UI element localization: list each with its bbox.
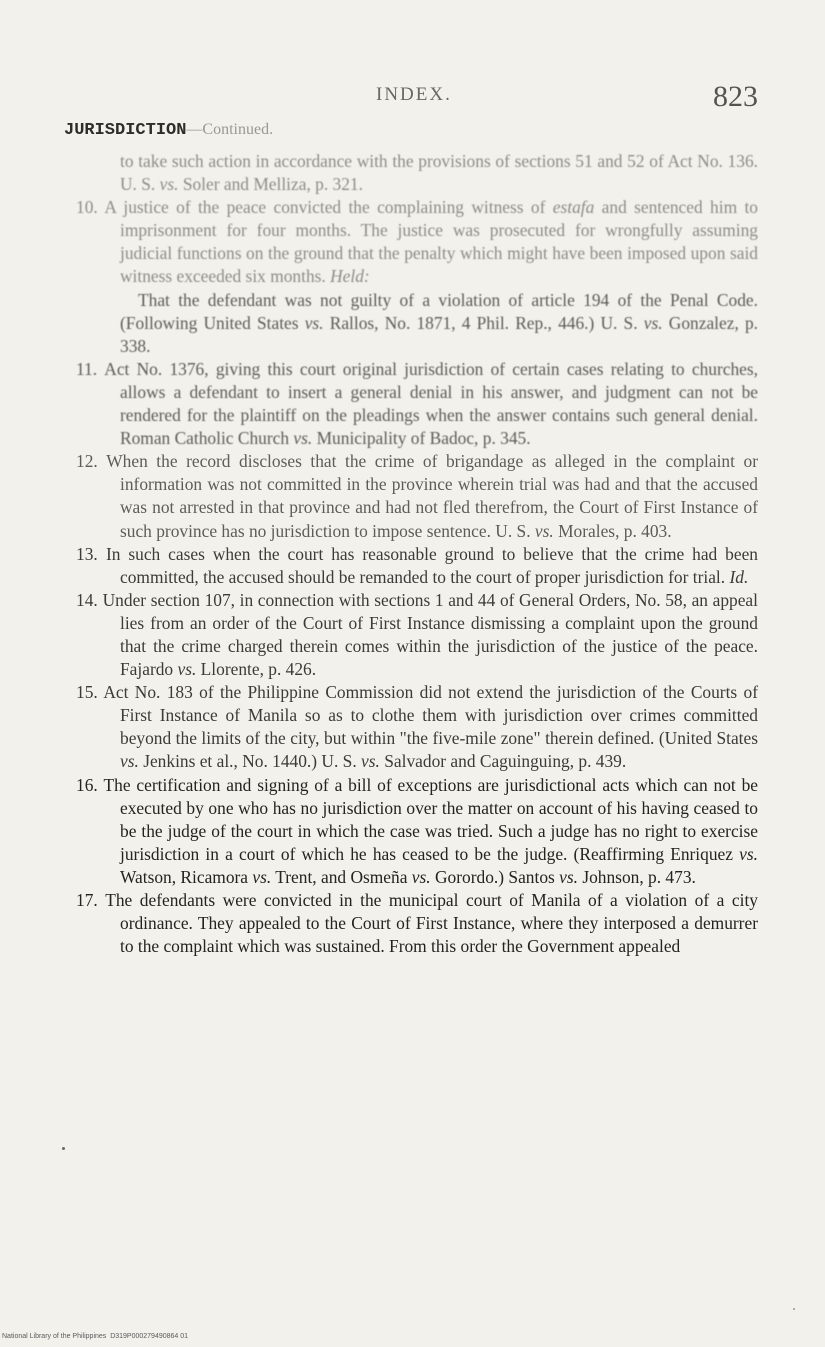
list-item <box>98 150 758 196</box>
item-text: A justice of the peace convicted the complaining witness of estafa and sentenced him to imprisonment for four months. The justice was prosecuted for wrongfully assuming judicial functions on the ground that the penalty which might have been imposed upon said witness exceeded six months. Held: <box>104 197 758 287</box>
item-text: Act No. 183 of the Philippine Commission did not extend the jurisdiction of the Courts of First Instance of Manila so as to clothe them with jurisdiction over crimes committed beyond the limits of the city, but within "the five-mile zone" therein defined. (United States vs. Jenkins et al., No. 1440.) U. S. vs. Salvador and Caguinguing, p. 439. <box>103 682 759 772</box>
running-header <box>0 80 825 124</box>
margin-mark <box>62 1147 65 1150</box>
item-text: Act No. 1376, giving this court original jurisdiction of certain cases relating to churches, allows a defendant to insert a general denial in his answer, and judgment can not be rendered for the plaintiff on the pleadings when the answer contains such general denial. Roman Catholic Church vs. Municipality of Badoc, p. 345. <box>104 358 759 449</box>
index-title: INDEX. <box>376 84 452 105</box>
item-text: In such cases when the court has reasonable ground to believe that the crime had been committed, the accused should be remanded to the court of proper jurisdiction for trial. Id. <box>105 543 758 587</box>
item-text: The defendants were convicted in the municipal court of Manila of a violation of a city ordinance. They appealed to the Court of First Instance, where they interposed a demurrer to the complaint which was sustained. From this order the Government appealed <box>105 890 758 957</box>
page-number: 823 <box>713 80 758 113</box>
list-item: 10. A justice of the peace convicted the complaining witness of estafa and sentenced him to imprisonment for four months. The justice was prosecuted for wrongfully assuming judicial functions on the ground that the penalty which might have been imposed upon said witness exceeded six months. Held: <box>76 197 758 287</box>
list-item: 17. The defendants were convicted in the municipal court of Manila of a violation of a city ordinance. They appealed to the Court of First Instance, where they interposed a demurrer to the complaint which was sustained. From this order the Government appealed <box>76 890 758 957</box>
entry-continued-label: —Continued. <box>186 121 274 138</box>
item-text: When the record discloses that the crime of brigandage as alleged in the complaint or information was not committed in the province wherein trial was had and that the accused was not arrested in that province and had not fled therefrom, the Court of First Instance of such province has no jurisdiction to impose sentence. U. S. vs. Morales, p. 403. <box>106 451 758 541</box>
item-text: That the defendant was not guilty of a violation of article 194 of the Penal Code. (Following United States vs. Rallos, No. 1871, 4 Phil. Rep., 446.) U. S. vs. Gonzalez, p. 338. <box>120 289 759 356</box>
list-item: 11. Act No. 1376, giving this court original jurisdiction of certain cases relating to churches, allows a defendant to insert a general denial in his answer, and judgment can not be rendered for the plaintiff on the pleadings when the answer contains such general denial. Roman Catholic Church vs. Municipality of Badoc, p. 345. <box>76 358 759 449</box>
item-text: Under section 107, in connection with sections 1 and 44 of General Orders, No. 58, an appeal lies from an order of the Court of First Instance dismissing a complaint upon the ground that the crime charged therein comes within the jurisdiction of the justice of the peace. Fajardo vs. Llorente, p. 426. <box>102 589 758 680</box>
list-item: 16. The certification and signing of a bill of exceptions are jurisdictional acts which can not be executed by one who has no jurisdiction over the matter on account of his having ceased to be the judge of the court in which the case was tried. Such a judge has no right to exercise jurisdiction in a court of which he has ceased to be the judge. (Reaffirming Enriquez vs. Watson, Ricamora vs. Trent, and Osmeña vs. Gorordo.) Santos vs. Johnson, p. 473. <box>76 774 758 887</box>
list-item: 15. Act No. 183 of the Philippine Commission did not extend the jurisdiction of the Courts of First Instance of Manila so as to clothe them with jurisdiction over crimes committed beyond the limits of the city, but within "the five-mile zone" therein defined. (United States vs. Jenkins et al., No. 1440.) U. S. vs. Salvador and Caguinguing, p. 439. <box>76 682 759 772</box>
scan-footer <box>2 1333 188 1340</box>
list-item: 14. Under section 107, in connection with sections 1 and 44 of General Orders, No. 58, an appeal lies from an order of the Court of First Instance dismissing a complaint upon the ground that the crime charged therein comes within the jurisdiction of the justice of the peace. Fajardo vs. Llorente, p. 426. <box>76 589 758 680</box>
item-text: to take such action in accordance with the provisions of sections 51 and 52 of Act No. 136. U. S. vs. Soler and Melliza, p. 321. <box>120 151 758 195</box>
scan-code: D319P000279490864 01 <box>110 1333 189 1340</box>
list-item: 13. In such cases when the court has reasonable ground to believe that the crime had been committed, the accused should be remanded to the court of proper jurisdiction for trial. Id. <box>76 543 758 587</box>
margin-mark <box>793 1308 795 1310</box>
entry-heading <box>64 121 273 140</box>
library-credit: National Library of the Philippines <box>2 1333 107 1340</box>
list-item: 12. When the record discloses that the crime of brigandage as alleged in the complaint or information was not committed in the province wherein trial was had and that the accused was not arrested in that province and had not fled therefrom, the Court of First Instance of such province has no jurisdiction to impose sentence. U. S. vs. Morales, p. 403. <box>76 451 758 541</box>
entry-heading-term: JURISDICTION <box>64 121 187 140</box>
index-body <box>76 150 759 958</box>
item-text: The certification and signing of a bill of exceptions are jurisdictional acts which can not be executed by one who has no jurisdiction over the matter on account of his having ceased to be the judge of the court in which the case was tried. Such a judge has no right to exercise jurisdiction in a court of which he has ceased to be the judge. (Reaffirming Enriquez vs. Watson, Ricamora vs. Trent, and Osmeña vs. Gorordo.) Santos vs. Johnson, p. 473. <box>103 774 758 887</box>
list-item <box>98 289 758 358</box>
